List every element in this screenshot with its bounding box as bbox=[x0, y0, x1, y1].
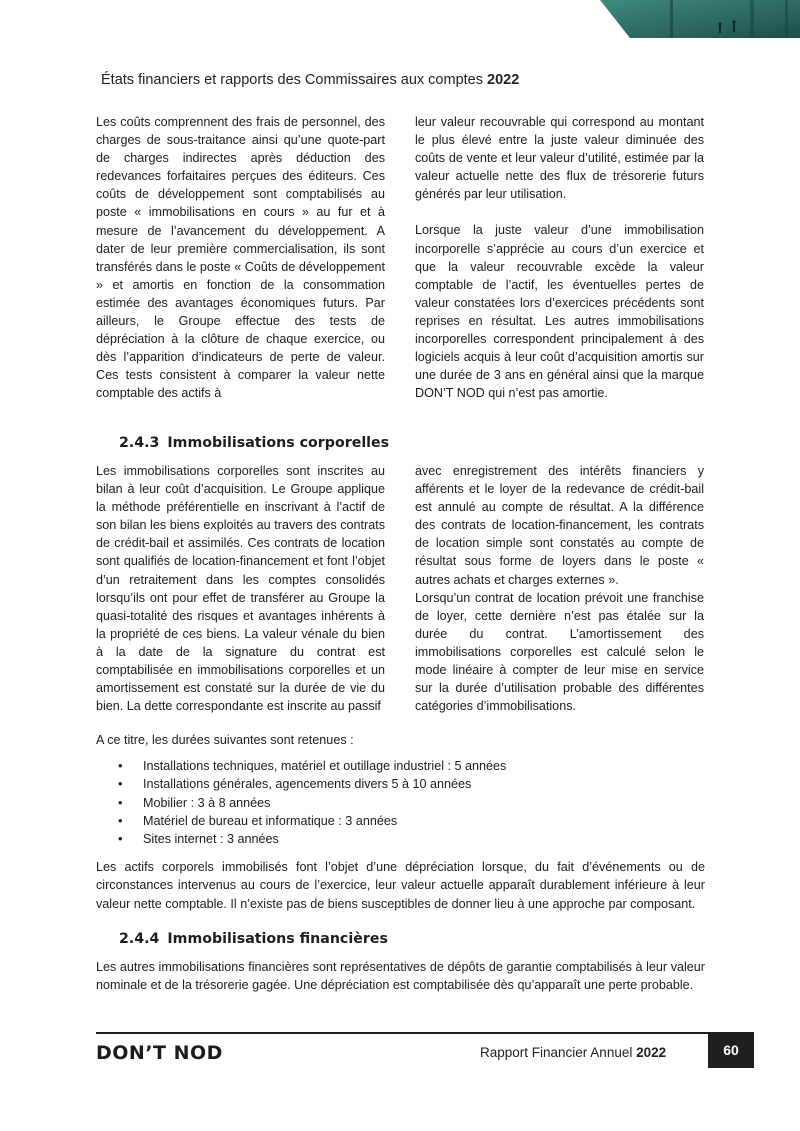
intro-left-paragraph: Les coûts comprennent des frais de personnel, des charges de sous-traitance ainsi qu’une quote-part de charges indirectes après déduction des redevances forfaitaires perçues des éditeurs. Ces coûts de développement sont comptabilisés au poste « immobilisations en cours » au fur et à mesure de l’avancement du développement. A dater de leur première commercialisation, ils sont transférés dans le poste « Coûts de développement » et amortis en fonction de la consommation estimée des avantages économiques futurs. Par ailleurs, le Groupe effectue des tests de dépréciation à la clôture de chaque exercice, ou dès l’apparition d’indicateurs de perte de valeur. Ces tests consistent à comparer la valeur nette comptable des actifs à bbox=[96, 115, 385, 401]
header-corner-illustration bbox=[600, 0, 800, 38]
section-number: 2.4.3 bbox=[119, 435, 160, 451]
section-243-closing-paragraph: Les actifs corporels immobilisés font l’objet d’une dépréciation lorsque, du fait d’événements ou de circonstances intervenus au cours de l’exercice, leur valeur actuelle apparaît durablement inférieure à leur valeur nette comptable. Il n’existe pas de biens susceptibles de donner lieu à une approche par composant. bbox=[96, 860, 705, 911]
section-243-left-column bbox=[96, 462, 385, 715]
section-243-right-paragraph-1: avec enregistrement des intérêts financiers y afférents et le loyer de la redevance de crédit-bail est annulé au compte de résultat. A la différence des contrats de location-financement, les contrats de location simple sont constatés au compte de résultat sous forme de loyers dans le poste « autres achats et charges externes ». bbox=[415, 464, 704, 587]
list-item: • Installations générales, agencements divers 5 à 10 années bbox=[118, 775, 506, 793]
page-number: 60 bbox=[708, 1032, 754, 1068]
intro-right-column bbox=[415, 113, 704, 402]
durations-intro bbox=[96, 731, 705, 749]
document-header bbox=[101, 72, 519, 88]
header-year: 2022 bbox=[487, 72, 520, 88]
footer-divider bbox=[96, 1032, 708, 1034]
header-title: États financiers et rapports des Commissaires aux comptes bbox=[101, 72, 483, 88]
section-244-paragraph: Les autres immobilisations financières sont représentatives de dépôts de garantie comptabilisés à leur valeur nominale et de la trésorerie gagée. Une dépréciation est comptabilisée dès qu’apparaît une perte probable. bbox=[96, 960, 705, 993]
footer-report-title bbox=[480, 1045, 666, 1060]
report-title: Rapport Financier Annuel bbox=[480, 1045, 633, 1060]
list-item: • Installations techniques, matériel et outillage industriel : 5 années bbox=[118, 757, 506, 775]
intro-right-paragraph-2: Lorsque la juste valeur d’une immobilisation incorporelle s’apprécie au cours d’un exercice et que la valeur recouvrable excède la valeur comptable de l’actif, les éventuelles pertes de valeur constatées lors d’exercices précédents sont reprises en résultat. Les autres immobilisations incorporelles correspondent principalement à des logiciels acquis à leur coût d’acquisition amortis sur une durée de 3 ans en général ainsi que la marque DON’T NOD qui n’est pas amortie. bbox=[415, 223, 704, 401]
intro-right-paragraph-1: leur valeur recouvrable qui correspond au montant le plus élevé entre la juste valeur diminuée des coûts de vente et leur valeur d’utilité, estimée par la valeur actuelle nette des flux de trésorerie futurs générés par leur utilisation. bbox=[415, 115, 704, 202]
list-item: • Mobilier : 3 à 8 années bbox=[118, 794, 506, 812]
durations-intro-text: A ce titre, les durées suivantes sont retenues : bbox=[96, 733, 354, 747]
section-244-body bbox=[96, 958, 705, 995]
section-heading-2-4-3 bbox=[119, 435, 389, 451]
section-heading-2-4-4 bbox=[119, 931, 388, 947]
section-243-right-column bbox=[415, 462, 704, 715]
section-number: 2.4.4 bbox=[119, 931, 160, 947]
durations-list bbox=[118, 757, 506, 848]
list-item: • Sites internet : 3 années bbox=[118, 830, 506, 848]
section-title: Immobilisations corporelles bbox=[167, 435, 390, 451]
list-item: • Matériel de bureau et informatique : 3 années bbox=[118, 812, 506, 830]
section-243-right-paragraph-2: Lorsqu’un contrat de location prévoit une franchise de loyer, cette dernière n’est pas étalée sur la durée du contrat. L’amortissement des immobilisations corporelles est calculé selon le mode linéaire à compter de leur mise en service sur la durée d’utilisation probable des différentes catégories d’immobilisations. bbox=[415, 590, 704, 714]
company-logo: DON’T NOD bbox=[96, 1042, 223, 1064]
report-year: 2022 bbox=[636, 1045, 667, 1060]
intro-left-column bbox=[96, 113, 385, 403]
section-title: Immobilisations financières bbox=[167, 931, 388, 947]
section-243-left-paragraph: Les immobilisations corporelles sont inscrites au bilan à leur coût d’acquisition. Le Groupe applique la méthode préférentielle en inscrivant à l’actif de son bilan les biens exploités au travers des contrats de crédit-bail et assimilés. Ces contrats de location sont qualifiés de location-financement et font l’objet d’un retraitement dans les comptes consolidés lorsqu’ils ont pour effet de transférer au Groupe la quasi-totalité des risques et avantages inhérents à la propriété de ces biens. La valeur vénale du bien à la date de la signature du contrat est comptabilisée en immobilisations corporelles et un amortissement est constaté sur la durée de vie du bien. La dette correspondante est inscrite au passif bbox=[96, 464, 385, 714]
section-243-closing bbox=[96, 858, 705, 913]
